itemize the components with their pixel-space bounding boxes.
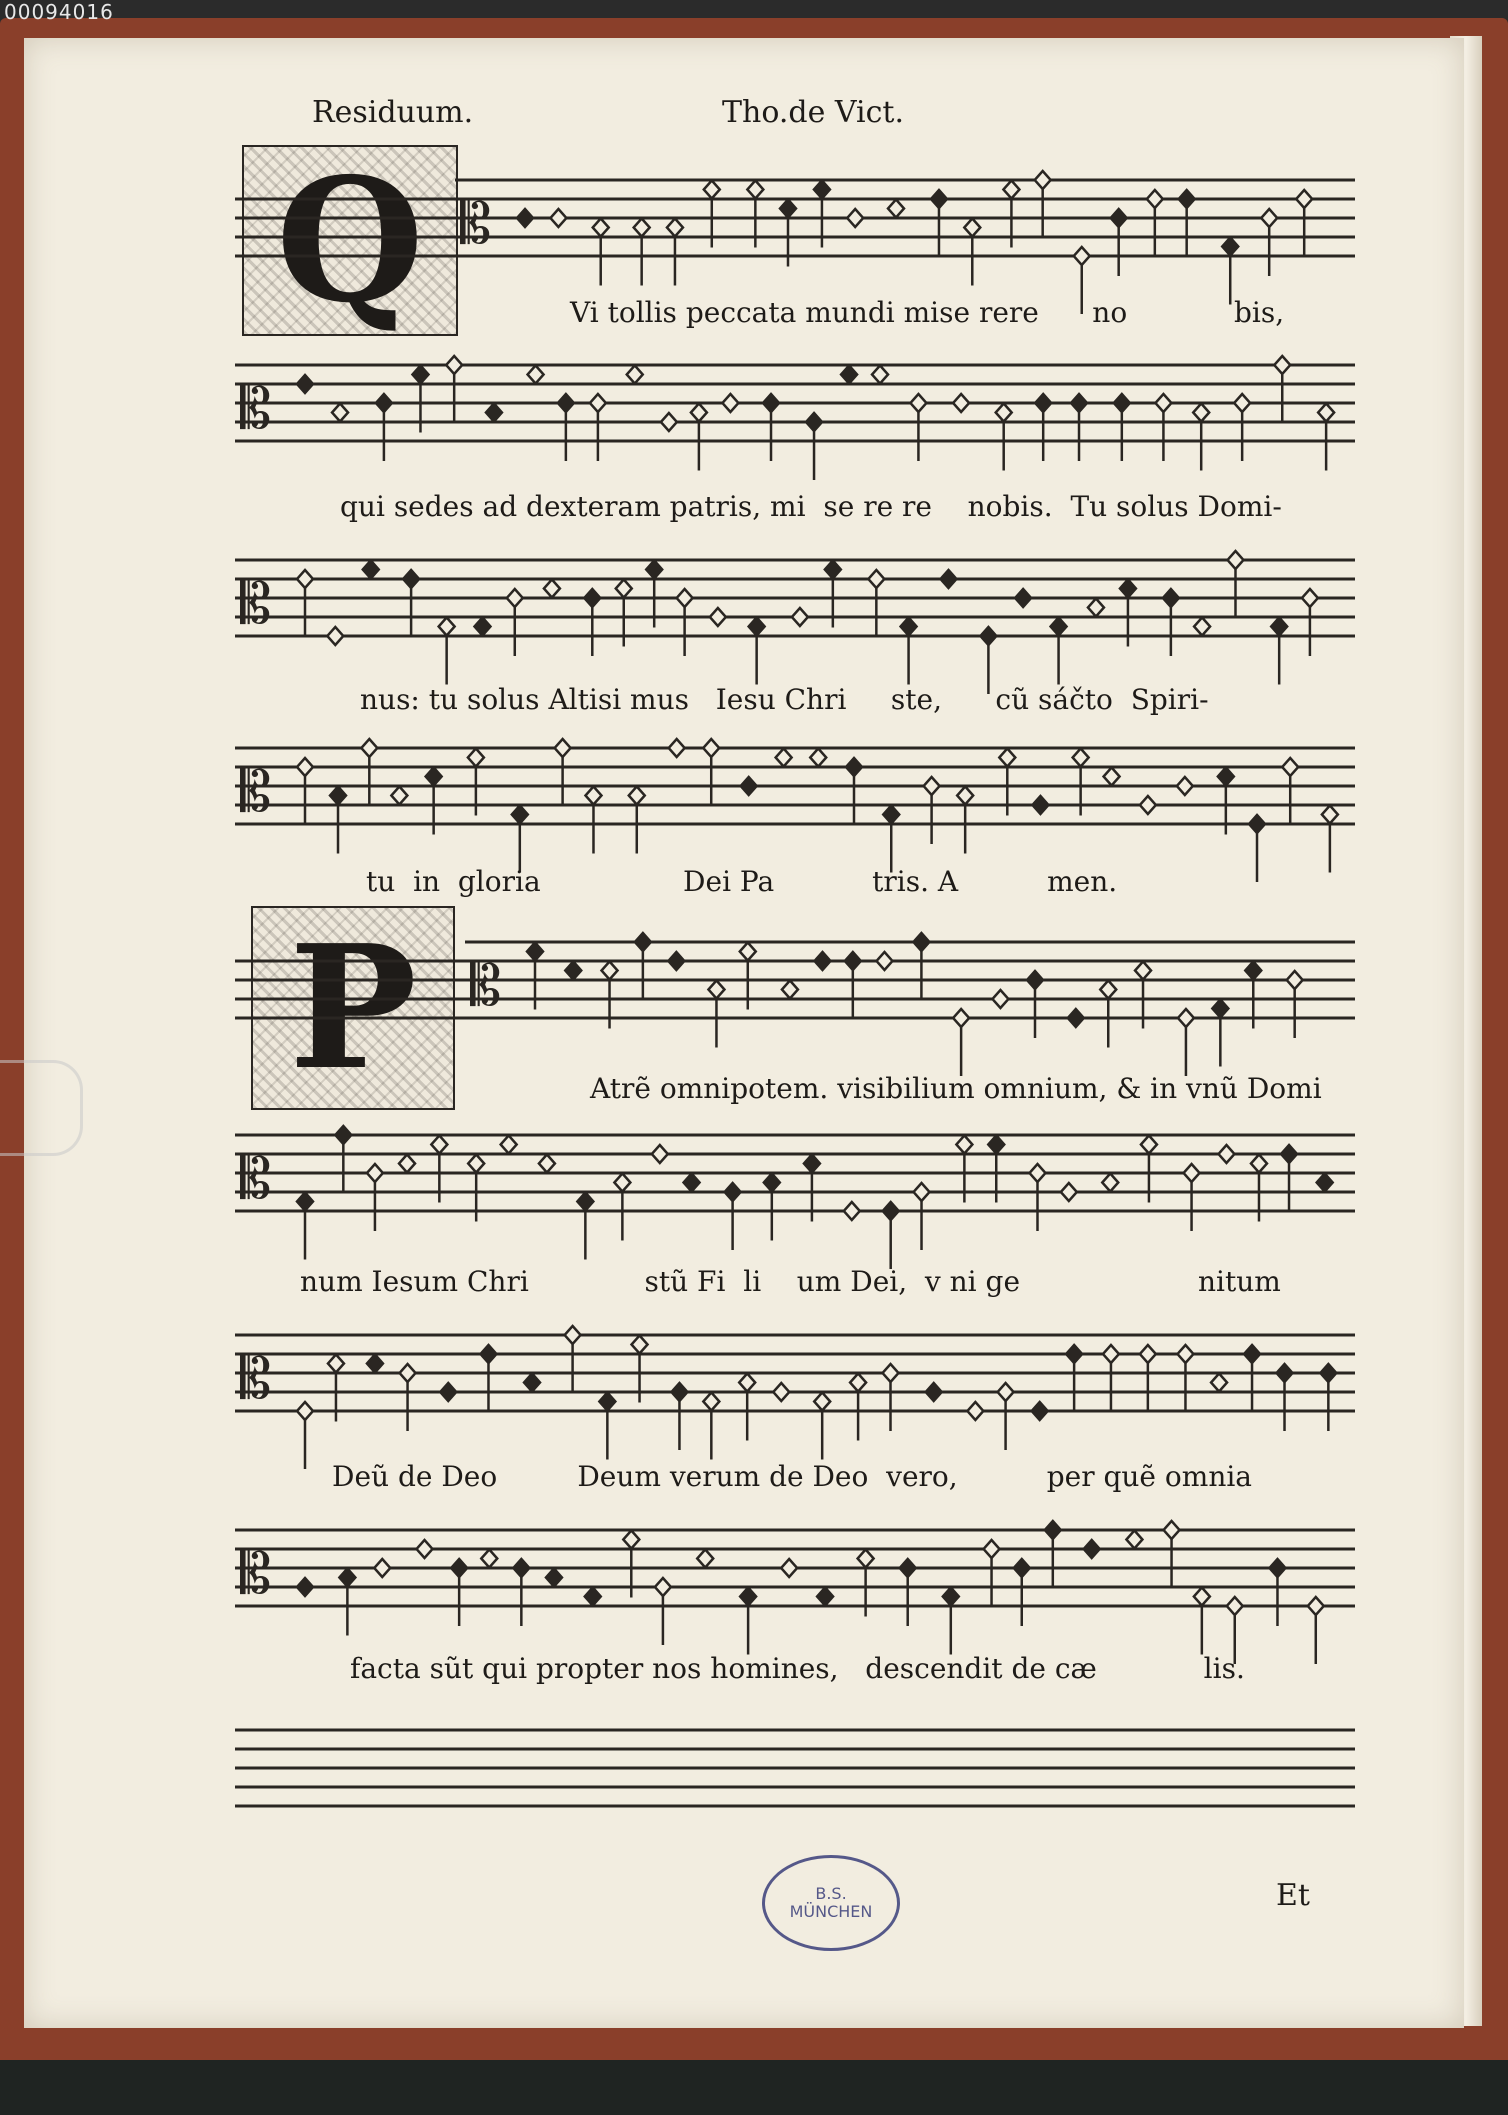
note-head bbox=[627, 366, 643, 384]
music-stave-3 bbox=[235, 540, 1355, 660]
note-head bbox=[1317, 1174, 1333, 1192]
note-head bbox=[1071, 394, 1087, 412]
note-head bbox=[584, 589, 600, 607]
note-head bbox=[585, 787, 601, 805]
note-head bbox=[1035, 394, 1051, 412]
note-head bbox=[1234, 394, 1250, 412]
note-head bbox=[725, 1183, 741, 1201]
note-head bbox=[883, 1202, 899, 1220]
note-head bbox=[1251, 1155, 1267, 1173]
lyric-line-7: Deũ de Deo Deum verum de Deo vero, per quẽ omnia bbox=[332, 1460, 1252, 1493]
note-head bbox=[703, 1393, 719, 1411]
note-head bbox=[616, 580, 632, 598]
note-head bbox=[468, 749, 484, 767]
note-head bbox=[1282, 758, 1298, 776]
note-head bbox=[403, 570, 419, 588]
note-head bbox=[474, 618, 490, 636]
note-head bbox=[704, 181, 720, 199]
note-head bbox=[1194, 1588, 1210, 1606]
note-head bbox=[850, 1374, 866, 1392]
note-head bbox=[527, 943, 543, 961]
note-head bbox=[1177, 1345, 1193, 1363]
note-head bbox=[1296, 190, 1312, 208]
note-head bbox=[697, 1550, 713, 1568]
note-head bbox=[1100, 981, 1116, 999]
note-head bbox=[297, 1193, 313, 1211]
note-head bbox=[399, 1155, 415, 1173]
note-head bbox=[1102, 1174, 1118, 1192]
note-head bbox=[703, 739, 719, 757]
note-head bbox=[593, 219, 609, 237]
clef: 𝄡 bbox=[460, 192, 492, 257]
note-head bbox=[1032, 796, 1048, 814]
note-head bbox=[1178, 1009, 1194, 1027]
note-head bbox=[629, 787, 645, 805]
note-head bbox=[747, 181, 763, 199]
note-head bbox=[1245, 962, 1261, 980]
note-head bbox=[1104, 768, 1120, 786]
note-head bbox=[486, 404, 502, 422]
note-head bbox=[1140, 796, 1156, 814]
note-head bbox=[501, 1136, 517, 1154]
note-head bbox=[1308, 1597, 1324, 1615]
music-stave-7 bbox=[235, 1315, 1355, 1435]
note-head bbox=[646, 561, 662, 579]
note-head bbox=[996, 404, 1012, 422]
note-head bbox=[367, 1355, 383, 1373]
note-head bbox=[1135, 962, 1151, 980]
note-head bbox=[1274, 356, 1290, 374]
note-head bbox=[297, 570, 313, 588]
note-head bbox=[710, 608, 726, 626]
music-stave-4 bbox=[235, 728, 1355, 848]
note-head bbox=[953, 1009, 969, 1027]
note-head bbox=[634, 219, 650, 237]
music-stave-5 bbox=[235, 922, 1355, 1042]
note-head bbox=[332, 404, 348, 422]
note-head bbox=[546, 1569, 562, 1587]
note-head bbox=[585, 1588, 601, 1606]
note-head bbox=[1088, 599, 1104, 617]
note-head bbox=[1003, 181, 1019, 199]
note-head bbox=[740, 1588, 756, 1606]
header-residuum: Residuum. bbox=[312, 95, 474, 130]
note-head bbox=[335, 1126, 351, 1144]
note-head bbox=[1073, 749, 1089, 767]
note-head bbox=[1120, 580, 1136, 598]
note-head bbox=[668, 952, 684, 970]
note-head bbox=[1244, 1345, 1260, 1363]
note-head bbox=[602, 962, 618, 980]
music-stave-6 bbox=[235, 1115, 1355, 1235]
clef: 𝄡 bbox=[240, 377, 272, 442]
note-head bbox=[661, 413, 677, 431]
note-head bbox=[926, 1383, 942, 1401]
note-head bbox=[1068, 1009, 1084, 1027]
note-head bbox=[391, 787, 407, 805]
note-head bbox=[528, 366, 544, 384]
note-head bbox=[883, 1364, 899, 1382]
note-head bbox=[964, 219, 980, 237]
note-head bbox=[900, 1559, 916, 1577]
lyric-line-5: Atrẽ omnipotem. visibilium omnium, & in vnũ Domi bbox=[590, 1072, 1322, 1105]
note-head bbox=[998, 1383, 1014, 1401]
note-head bbox=[439, 618, 455, 636]
note-head bbox=[780, 200, 796, 218]
lyric-line-3: nus: tu solus Altisi mus Iesu Chri ste, cũ sáčto Spiri- bbox=[360, 683, 1209, 716]
note-head bbox=[417, 1540, 433, 1558]
note-head bbox=[953, 394, 969, 412]
note-head bbox=[590, 394, 606, 412]
note-head bbox=[691, 404, 707, 422]
note-head bbox=[1061, 1183, 1077, 1201]
note-head bbox=[655, 1578, 671, 1596]
note-head bbox=[517, 209, 533, 227]
stamp-line-1: B.S. bbox=[815, 1884, 847, 1903]
note-head bbox=[1051, 618, 1067, 636]
note-head bbox=[361, 739, 377, 757]
note-head bbox=[1218, 1145, 1234, 1163]
clef: 𝄡 bbox=[240, 1542, 272, 1607]
note-head bbox=[739, 1374, 755, 1392]
note-head bbox=[1111, 209, 1127, 227]
note-head bbox=[956, 1136, 972, 1154]
note-head bbox=[888, 200, 904, 218]
note-head bbox=[913, 933, 929, 951]
note-head bbox=[1320, 1364, 1336, 1382]
note-head bbox=[1269, 1559, 1285, 1577]
note-head bbox=[814, 952, 830, 970]
note-head bbox=[708, 981, 724, 999]
note-head bbox=[1140, 1345, 1156, 1363]
note-head bbox=[914, 1183, 930, 1201]
lyric-line-4: tu in gloria Dei Pa tris. A men. bbox=[366, 865, 1118, 898]
note-head bbox=[446, 356, 462, 374]
note-head bbox=[1114, 394, 1130, 412]
note-head bbox=[847, 209, 863, 227]
note-head bbox=[684, 1174, 700, 1192]
note-head bbox=[943, 1588, 959, 1606]
note-head bbox=[632, 1336, 648, 1354]
note-head bbox=[792, 608, 808, 626]
note-head bbox=[431, 1136, 447, 1154]
clef: 𝄡 bbox=[240, 1347, 272, 1412]
note-head bbox=[1163, 589, 1179, 607]
note-head bbox=[1322, 806, 1338, 824]
note-head bbox=[992, 990, 1008, 1008]
note-head bbox=[1074, 247, 1090, 265]
note-head bbox=[804, 1155, 820, 1173]
bottom-strip bbox=[0, 2060, 1508, 2115]
note-head bbox=[669, 739, 685, 757]
note-head bbox=[1177, 777, 1193, 795]
catchword: Et bbox=[1276, 1878, 1310, 1913]
note-head bbox=[440, 1383, 456, 1401]
note-head bbox=[984, 1540, 1000, 1558]
note-head bbox=[671, 1383, 687, 1401]
header-composer: Tho.de Vict. bbox=[722, 95, 905, 130]
note-head bbox=[722, 394, 738, 412]
note-head bbox=[1281, 1145, 1297, 1163]
note-head bbox=[376, 394, 392, 412]
note-head bbox=[1029, 1164, 1045, 1182]
note-head bbox=[468, 1155, 484, 1173]
note-head bbox=[872, 366, 888, 384]
note-head bbox=[883, 806, 899, 824]
note-head bbox=[451, 1559, 467, 1577]
note-head bbox=[1155, 394, 1171, 412]
note-head bbox=[577, 1193, 593, 1211]
note-head bbox=[363, 561, 379, 579]
clef: 𝄡 bbox=[240, 760, 272, 825]
note-head bbox=[1015, 589, 1031, 607]
note-head bbox=[806, 413, 822, 431]
note-head bbox=[1014, 1559, 1030, 1577]
note-head bbox=[845, 952, 861, 970]
decorated-initial-p: P bbox=[251, 906, 455, 1110]
note-head bbox=[1164, 1521, 1180, 1539]
note-head bbox=[367, 1164, 383, 1182]
note-head bbox=[507, 589, 523, 607]
music-stave-8 bbox=[235, 1510, 1355, 1630]
note-head bbox=[814, 181, 830, 199]
note-head bbox=[550, 209, 566, 227]
note-head bbox=[773, 1383, 789, 1401]
note-head bbox=[667, 219, 683, 237]
note-head bbox=[524, 1374, 540, 1392]
note-head bbox=[782, 981, 798, 999]
note-head bbox=[764, 1174, 780, 1192]
note-head bbox=[1066, 1345, 1082, 1363]
note-head bbox=[1035, 171, 1051, 189]
note-head bbox=[1141, 1136, 1157, 1154]
lyric-line-6: num Iesum Chri stũ Fi li um Dei, v ni ge nitum bbox=[300, 1265, 1281, 1298]
note-head bbox=[1249, 815, 1265, 833]
note-head bbox=[1179, 190, 1195, 208]
note-head bbox=[565, 962, 581, 980]
note-head bbox=[844, 1202, 860, 1220]
stamp-line-2: MÜNCHEN bbox=[789, 1902, 873, 1921]
note-head bbox=[957, 787, 973, 805]
note-head bbox=[1218, 768, 1234, 786]
note-head bbox=[999, 749, 1015, 767]
note-head bbox=[741, 777, 757, 795]
note-head bbox=[1045, 1521, 1061, 1539]
page-clip bbox=[0, 1060, 83, 1156]
note-head bbox=[901, 618, 917, 636]
lyric-line-1: Vi tollis peccata mundi mise rere no bis, bbox=[570, 296, 1285, 329]
note-head bbox=[1261, 209, 1277, 227]
note-head bbox=[1287, 971, 1303, 989]
note-head bbox=[327, 627, 343, 645]
note-head bbox=[652, 1145, 668, 1163]
note-head bbox=[810, 749, 826, 767]
note-head bbox=[623, 1531, 639, 1549]
note-head bbox=[749, 618, 765, 636]
note-head bbox=[763, 394, 779, 412]
note-head bbox=[328, 1355, 344, 1373]
note-head bbox=[980, 627, 996, 645]
note-head bbox=[297, 1402, 313, 1420]
note-head bbox=[297, 375, 313, 393]
note-head bbox=[1103, 1345, 1119, 1363]
note-head bbox=[635, 933, 651, 951]
note-head bbox=[1318, 404, 1334, 422]
note-head bbox=[814, 1393, 830, 1411]
note-head bbox=[1271, 618, 1287, 636]
note-head bbox=[539, 1155, 555, 1173]
note-head bbox=[297, 758, 313, 776]
note-head bbox=[400, 1364, 416, 1382]
note-head bbox=[825, 561, 841, 579]
decorated-initial-q: Q bbox=[242, 145, 458, 336]
note-head bbox=[846, 758, 862, 776]
note-head bbox=[1147, 190, 1163, 208]
note-head bbox=[513, 1559, 529, 1577]
note-head bbox=[1193, 404, 1209, 422]
note-head bbox=[555, 739, 571, 757]
music-stave-1 bbox=[235, 160, 1355, 280]
note-head bbox=[740, 943, 756, 961]
note-head bbox=[967, 1402, 983, 1420]
note-head bbox=[480, 1345, 496, 1363]
note-head bbox=[339, 1569, 355, 1587]
note-head bbox=[776, 749, 792, 767]
note-head bbox=[1227, 1597, 1243, 1615]
clef: 𝄡 bbox=[240, 1147, 272, 1212]
note-head bbox=[374, 1559, 390, 1577]
library-stamp bbox=[762, 1855, 900, 1951]
note-head bbox=[1194, 618, 1210, 636]
note-head bbox=[858, 1550, 874, 1568]
note-head bbox=[910, 394, 926, 412]
note-head bbox=[876, 952, 892, 970]
note-head bbox=[1032, 1402, 1048, 1420]
note-head bbox=[1222, 238, 1238, 256]
note-head bbox=[841, 366, 857, 384]
note-head bbox=[677, 589, 693, 607]
music-stave-2 bbox=[235, 345, 1355, 465]
clef: 𝄡 bbox=[470, 954, 502, 1019]
note-head bbox=[781, 1559, 797, 1577]
note-head bbox=[924, 777, 940, 795]
note-head bbox=[1126, 1531, 1142, 1549]
note-head bbox=[412, 366, 428, 384]
note-head bbox=[426, 768, 442, 786]
note-head bbox=[1027, 971, 1043, 989]
note-head bbox=[931, 190, 947, 208]
lyric-line-8: facta sũt qui propter nos homines, descendit de cæ lis. bbox=[350, 1652, 1245, 1685]
clef: 𝄡 bbox=[240, 572, 272, 637]
note-head bbox=[1211, 1374, 1227, 1392]
note-head bbox=[940, 570, 956, 588]
note-head bbox=[1227, 551, 1243, 569]
note-head bbox=[1084, 1540, 1100, 1558]
note-head bbox=[512, 806, 528, 824]
note-head bbox=[868, 570, 884, 588]
empty-stave bbox=[235, 1710, 1355, 1830]
note-head bbox=[544, 580, 560, 598]
note-head bbox=[565, 1326, 581, 1344]
note-head bbox=[558, 394, 574, 412]
note-head bbox=[330, 787, 346, 805]
lyric-line-2: qui sedes ad dexteram patris, mi se re re nobis. Tu solus Domi- bbox=[340, 490, 1282, 523]
note-head bbox=[1302, 589, 1318, 607]
note-head bbox=[481, 1550, 497, 1568]
note-head bbox=[1184, 1164, 1200, 1182]
note-head bbox=[614, 1174, 630, 1192]
note-head bbox=[599, 1393, 615, 1411]
note-head bbox=[817, 1588, 833, 1606]
note-head bbox=[1277, 1364, 1293, 1382]
note-head bbox=[1212, 1000, 1228, 1018]
note-head bbox=[297, 1578, 313, 1596]
scan-id: 00094016 bbox=[4, 0, 114, 24]
note-head bbox=[988, 1136, 1004, 1154]
